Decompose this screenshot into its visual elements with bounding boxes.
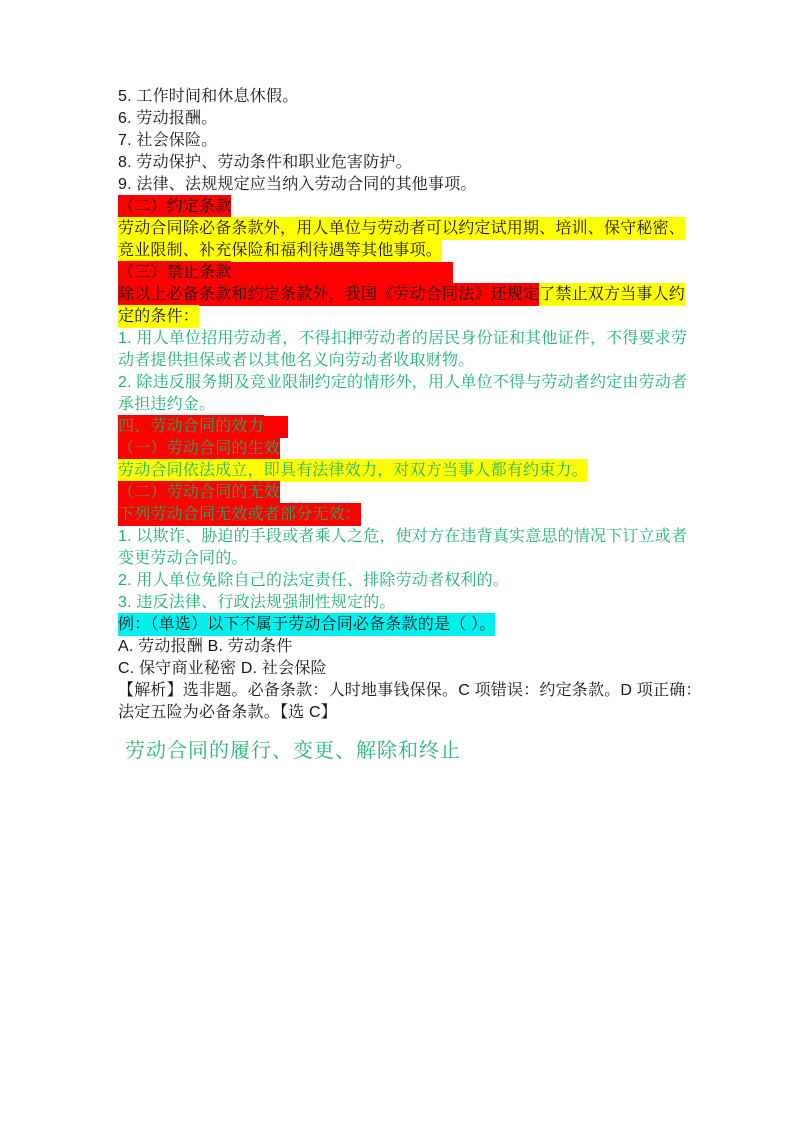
text-run: 承担违约金。 (118, 396, 216, 413)
list-item-2b (118, 570, 693, 592)
list-item-2 (118, 372, 693, 394)
document-body (118, 86, 702, 764)
highlighted-text-run: （二）约定条款 (118, 195, 231, 218)
highlighted-text-run: 四、劳动合同的效力 (118, 415, 264, 438)
text-run: A. 劳动报酬 B. 劳动条件 (118, 638, 293, 655)
list-item-7 (118, 130, 693, 152)
answer-options-cd (118, 658, 693, 680)
highlighted-text-run: 下列劳动合同无效或者部分无效： (118, 503, 361, 526)
text-run: 2. 用人单位免除自己的法定责任、排除劳动者权利的。 (118, 572, 509, 589)
paragraph (118, 350, 693, 372)
highlighted-text-run: 例：（单选）以下不属于劳动合同必备条款的是（ ）。 (118, 613, 495, 636)
text-run: 8. 劳动保护、劳动条件和职业危害防护。 (118, 154, 412, 171)
text-run: 5. 工作时间和休息休假。 (118, 88, 299, 105)
text-run: 9. 法律、法规规定应当纳入劳动合同的其他事项。 (118, 176, 477, 193)
section-subtitle-3 (118, 262, 693, 284)
section-subtitle-1 (118, 438, 693, 460)
text-run: 7. 社会保险。 (118, 132, 218, 149)
highlighted-text-run: 除以上必备条款和约定条款外，我国《劳动合同法》还规定 (118, 283, 539, 306)
analysis-line-1 (118, 680, 702, 702)
text-run: 变更劳动合同的。 (118, 550, 248, 567)
highlighted-text-run: 定的条件： (118, 305, 199, 328)
example-question (118, 614, 693, 636)
highlighted-text-run: （三）禁止条款 (118, 261, 231, 284)
text-run: 劳动合同的履行、变更、解除和终止 (125, 740, 461, 762)
list-item-5 (118, 86, 693, 108)
paragraph (118, 240, 693, 262)
text-run: C. 保守商业秘密 D. 社会保险 (118, 660, 327, 677)
list-item-1 (118, 328, 693, 350)
text-run: 【解析】选非题。必备条款：人时地事钱保保。C 项错误：约定条款。D 项正确： (118, 682, 702, 699)
text-run: 动者提供担保或者以其他名义向劳动者收取财物。 (118, 352, 475, 369)
list-item-8 (118, 152, 693, 174)
highlighted-text-run: 劳动合同除必备条款外，用人单位与劳动者可以约定试用期、培训、保守秘密、 (118, 217, 685, 240)
highlighted-text-run: 了禁止双方当事人约 (539, 283, 685, 306)
text-run: 3. 违反法律、行政法规强制性规定的。 (118, 594, 396, 611)
list-item-9 (118, 174, 693, 196)
highlighted-text-run: 竞业限制、补充保险和福利待遇等其他事项。 (118, 239, 442, 262)
analysis-line-2 (118, 702, 693, 724)
section-subtitle-2b (118, 482, 693, 504)
paragraph (118, 284, 693, 306)
answer-options-ab (118, 636, 693, 658)
section-title-4 (118, 416, 693, 438)
highlighted-text-run: （一）劳动合同的生效 (118, 437, 280, 460)
text-run: 1. 以欺诈、胁迫的手段或者乘人之危，使对方在违背真实意思的情况下订立或者 (118, 528, 688, 545)
paragraph (118, 504, 693, 526)
highlighted-text-run: 劳动合同依法成立，即具有法律效力，对双方当事人都有约束力。 (118, 459, 588, 482)
chapter-heading (125, 738, 693, 764)
text-run: 1. 用人单位招用劳动者，不得扣押劳动者的居民身份证和其他证件，不得要求劳 (118, 330, 688, 347)
list-item-3b (118, 592, 693, 614)
list-item-1b (118, 526, 693, 548)
paragraph (118, 306, 693, 328)
highlight-extension (264, 416, 288, 438)
paragraph (118, 394, 693, 416)
text-run: 法定五险为必备条款。【选 C】 (118, 704, 338, 721)
highlighted-text-run: （二）劳动合同的无效 (118, 481, 280, 504)
paragraph (118, 548, 693, 570)
list-item-6 (118, 108, 693, 130)
text-run: 2. 除违反服务期及竞业限制约定的情形外，用人单位不得与劳动者约定由劳动者 (118, 374, 688, 391)
highlight-extension (231, 262, 453, 284)
section-subtitle-2 (118, 196, 693, 218)
paragraph (118, 460, 693, 482)
text-run: 6. 劳动报酬。 (118, 110, 218, 127)
paragraph (118, 218, 693, 240)
